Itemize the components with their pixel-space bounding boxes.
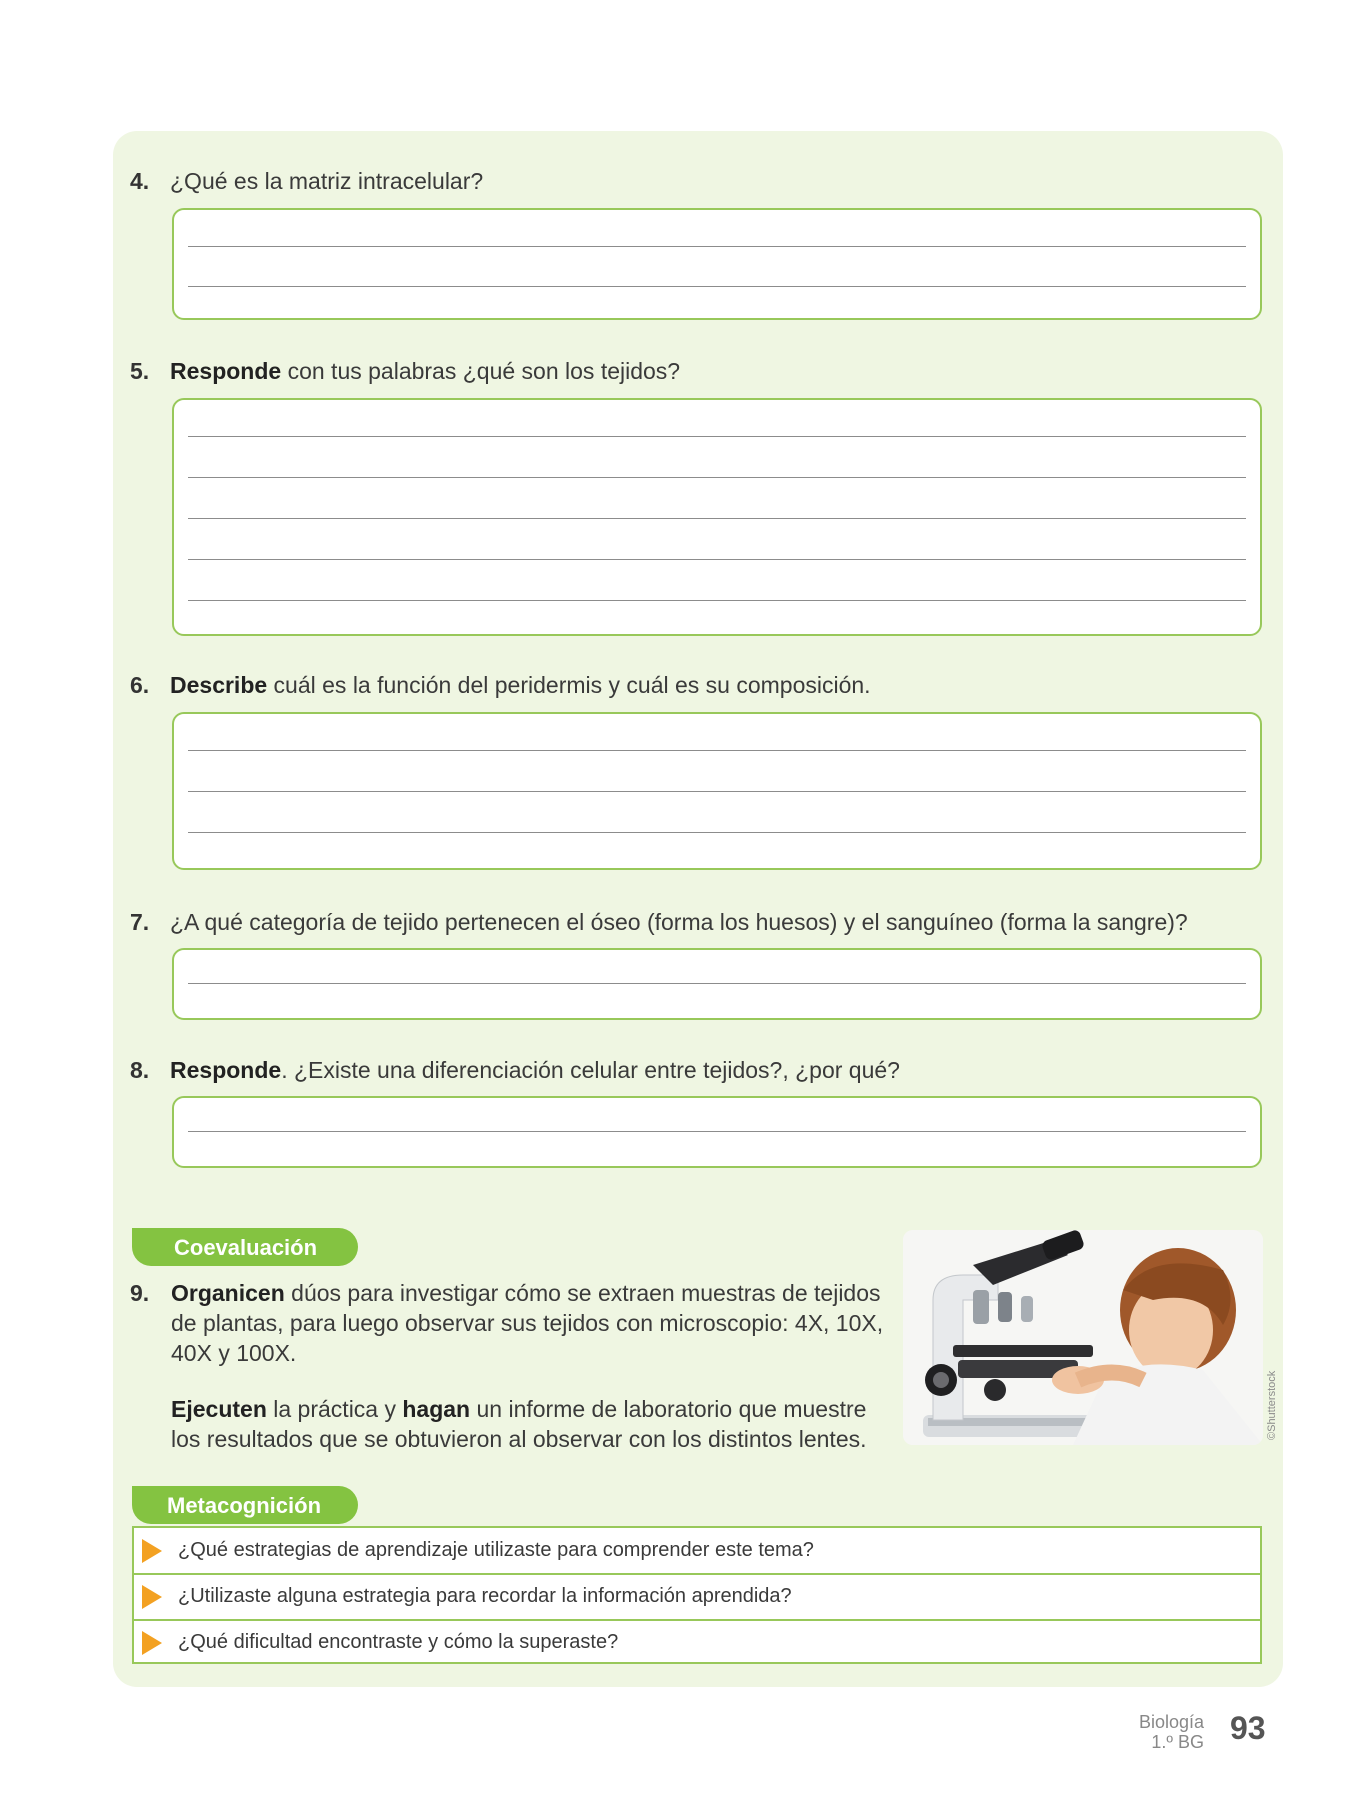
arrow-right-icon xyxy=(142,1585,162,1609)
metacognicion-item: ¿Utilizaste alguna estrategia para recordar la información aprendida? xyxy=(134,1574,1260,1619)
answer-line xyxy=(188,832,1246,833)
question-8: 8. Responde. ¿Existe una diferenciación celular entre tejidos?, ¿por qué? xyxy=(130,1057,900,1083)
answer-line xyxy=(188,1131,1246,1132)
answer-box-7[interactable] xyxy=(172,948,1262,1020)
arrow-right-icon xyxy=(142,1539,162,1563)
metacognicion-label: Metacognición xyxy=(132,1486,358,1524)
answer-line xyxy=(188,983,1246,984)
answer-line xyxy=(188,477,1246,478)
arrow-right-icon xyxy=(142,1631,162,1655)
page-number: 93 xyxy=(1230,1710,1266,1746)
answer-line xyxy=(188,436,1246,437)
metacognicion-item: ¿Qué estrategias de aprendizaje utilizaste para comprender este tema? xyxy=(134,1528,1260,1573)
answer-line xyxy=(188,791,1246,792)
metacognicion-item: ¿Qué dificultad encontraste y cómo la superaste? xyxy=(134,1620,1260,1665)
question-9-paragraph-1: Organicen dúos para investigar cómo se extraen muestras de tejidos de plantas, para luego observar sus tejidos con microscopio: 4X, 10X, 40X y 100X. xyxy=(171,1280,884,1366)
boy-with-microscope-illustration xyxy=(903,1230,1263,1445)
question-9: 9. Organicen dúos para investigar cómo se extraen muestras de tejidos de plantas, para luego observar sus tejidos con microscopio: 4X, 10X, 40X y 100X. Ejecuten la práctica y hagan un informe de laboratorio que muestre los resultados que se obtuvieron al observar con los distintos lentes. xyxy=(130,1278,890,1480)
answer-box-5[interactable] xyxy=(172,398,1262,636)
answer-box-8[interactable] xyxy=(172,1096,1262,1168)
answer-box-4[interactable] xyxy=(172,208,1262,320)
photo-credit: ©Shutterstock xyxy=(1266,1370,1278,1440)
footer-subject: Biología 1.º BG xyxy=(1138,1712,1204,1752)
coevaluacion-label: Coevaluación xyxy=(132,1228,358,1266)
metacognicion-table xyxy=(132,1526,1262,1664)
answer-line xyxy=(188,286,1246,287)
question-7: 7. ¿A qué categoría de tejido pertenecen el óseo (forma los huesos) y el sanguíneo (forma la sangre)? xyxy=(130,909,1188,935)
answer-box-6[interactable] xyxy=(172,712,1262,870)
answer-line xyxy=(188,750,1246,751)
question-5: 5. Responde con tus palabras ¿qué son los tejidos? xyxy=(130,358,681,384)
answer-line xyxy=(188,518,1246,519)
answer-line xyxy=(188,246,1246,247)
question-6: 6. Describe cuál es la función del peridermis y cuál es su composición. xyxy=(130,672,871,698)
answer-line xyxy=(188,600,1246,601)
microscope-photo xyxy=(903,1230,1263,1445)
question-4: 4. ¿Qué es la matriz intracelular? xyxy=(130,168,484,194)
question-9-paragraph-2: Ejecuten la práctica y hagan un informe de laboratorio que muestre los resultados que se obtuvieron al observar con los distintos lentes. xyxy=(171,1396,867,1452)
answer-line xyxy=(188,559,1246,560)
